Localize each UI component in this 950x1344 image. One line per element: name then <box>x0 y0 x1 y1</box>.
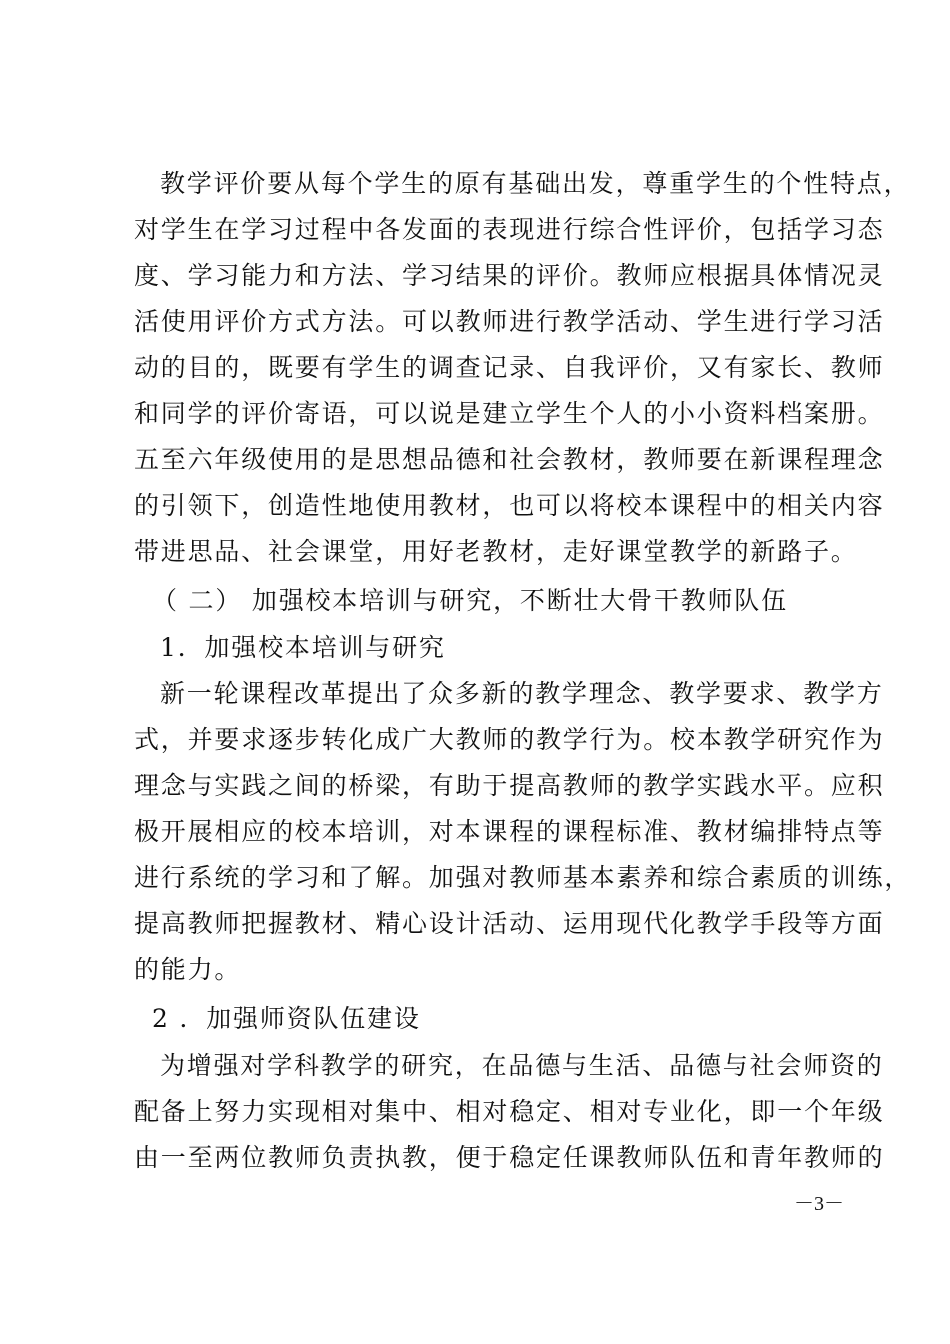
text-line: 五至六年级使用的是思想品德和社会教材，教师要在新课程理念 <box>134 445 885 474</box>
text-line: 对学生在学习过程中各发面的表现进行综合性评价，包括学习态 <box>134 215 885 244</box>
text-line: 新一轮课程改革提出了众多新的教学理念、教学要求、教学方 <box>160 679 884 708</box>
subheading-teacher-team: 2 ．加强师资队伍建设 <box>152 1004 421 1033</box>
text-line: 和同学的评价寄语，可以说是建立学生个人的小小资料档案册。 <box>134 399 885 428</box>
text-line: 理念与实践之间的桥梁，有助于提高教师的教学实践水平。应积 <box>134 771 885 800</box>
text-line: 教学评价要从每个学生的原有基础出发，尊重学生的个性特点， <box>160 169 911 198</box>
text-line: 由一至两位教师负责执教，便于稳定任课教师队伍和青年教师的 <box>134 1143 885 1172</box>
text-line: 活使用评价方式方法。可以教师进行教学活动、学生进行学习活 <box>134 307 885 336</box>
subheading-school-training: 1．加强校本培训与研究 <box>160 633 446 662</box>
text-line: 式，并要求逐步转化成广大教师的教学行为。校本教学研究作为 <box>134 725 885 754</box>
text-line: 提高教师把握教材、精心设计活动、运用现代化教学手段等方面 <box>134 909 885 938</box>
text-line: 极开展相应的校本培训，对本课程的课程标准、教材编排特点等 <box>134 817 885 846</box>
text-line: 度、学习能力和方法、学习结果的评价。教师应根据具体情况灵 <box>134 261 885 290</box>
text-line: 动的目的，既要有学生的调查记录、自我评价，又有家长、教师 <box>134 353 885 382</box>
text-line: 的能力。 <box>134 955 242 984</box>
page-number: －3－ <box>794 1193 844 1215</box>
text-line: 配备上努力实现相对集中、相对稳定、相对专业化，即一个年级 <box>134 1097 885 1126</box>
text-line: 的引领下，创造性地使用教材，也可以将校本课程中的相关内容 <box>134 491 885 520</box>
text-line: 进行系统的学习和了解。加强对教师基本素养和综合素质的训练， <box>134 863 912 892</box>
section-heading: （ 二） 加强校本培训与研究，不断壮大骨干教师队伍 <box>152 586 788 615</box>
text-line: 为增强对学科教学的研究，在品德与生活、品德与社会师资的 <box>160 1051 884 1080</box>
text-line: 带进思品、社会课堂，用好老教材，走好课堂教学的新路子。 <box>134 537 858 566</box>
